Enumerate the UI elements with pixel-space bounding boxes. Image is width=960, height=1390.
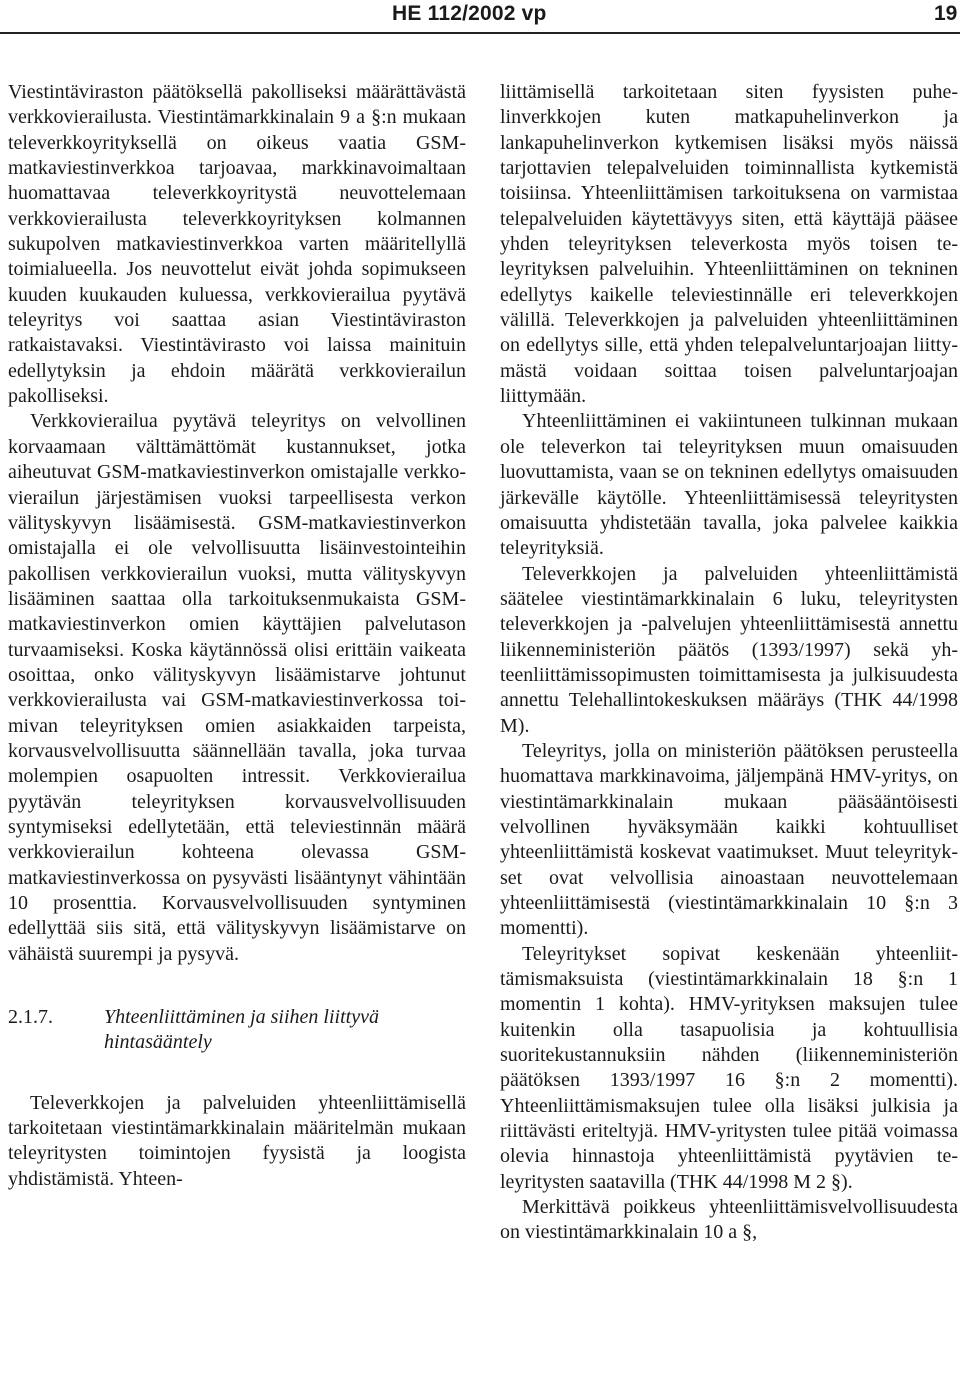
- paragraph: Teleyritys, jolla on ministeriön päätöksen perusteella huomattava markkinavoima, jäljempänä HMV-yritys, on viestintämarkkinalain mukaan pääsääntöisesti velvollinen hyväksymään kaikki kohtuulliset yhteenliittämistä koskevat vaatimukset. Muut teleyritykset ovat velvollisia ainoastaan neuvottelemaan yhteenliittämisestä (viestintämarkkinalain 10 §:n 3 momentti).: [500, 739, 958, 940]
- section-number: 2.1.7.: [8, 1006, 53, 1029]
- section-title: Yhteenliittäminen ja siihen liittyvä hintasääntely: [104, 1006, 379, 1054]
- left-column: [8, 80, 466, 1192]
- header-rule: [0, 32, 960, 34]
- paragraph: Verkkovierailua pyytävä teleyritys on velvollinen korvaamaan välttämättömät kustannukset, jotka aiheutuvat GSM-matkaviestinverkon omistajalle verkkovierailun järjestämisen vuoksi tarpeellisesta verkon välityskyvyn lisäämisestä. GSM-matkaviestinverkon omistajalla ei ole velvollisuutta lisäinvestointeihin pakollisen verkkovierailun vuoksi, mutta välityskyvyn lisääminen saattaa olla tarkoituksenmukaista GSM-matkaviestinverkon omien käyttäjien palvelutason turvaamiseksi. Koska käytännössä olisi erittäin vaikeata osoittaa, onko välityskyvyn lisäämistarve johtunut verkkovierailusta vai GSM-matkaviestinverkossa toimivan teleyrityksen omien asiakkaiden tarpeista, korvausvelvollisuutta säännellään tavalla, joka turvaa molempien osapuolten intressit. Verkkovierailua pyytävän teleyrityksen korvausvelvollisuuden syntymiseksi edellytetään, että televiestinnän määrä verkkovierailun kohteena olevassa GSM-matkaviestinverkossa on pysyvästi lisääntynyt vähintään 10 prosenttia. Korvausvelvollisuuden syntyminen edellyttää siis sitä, että välityskyvyn lisäämistarve on vähäistä suurempi ja pysyvä.: [8, 410, 466, 965]
- paragraph: Viestintäviraston päätöksellä pakolliseksi määrättävästä verkkovierailusta. Viestintämarkkinalain 9 a §:n mukaan televerkkoyrityksellä on oikeus vaatia GSM-matkaviestinverkkoa tarjoavaa, markkinavoimaltaan huomattavaa televerkkoyritystä neuvottelemaan verkkovierailusta televerkkoyrityksen kolmannen sukupolven matkaviestinverkkoa varten määritellyllä toimialueella. Jos neuvottelut eivät johda sopimukseen kuuden kuukauden kuluessa, verkkovierailua pyytävä teleyritys voi saattaa asian Viestintäviraston ratkaistavaksi. Viestintävirasto voi laissa mainituin edellytyksin ja ehdoin määrätä verkkovierailun pakolliseksi.: [8, 81, 466, 408]
- right-column: [500, 80, 958, 1246]
- document-id: HE 112/2002 vp: [392, 2, 547, 25]
- paragraph: Teleyritykset sopivat keskenään yhteenliittämismaksuista (viestintämarkkinalain 18 §:n 1 momentin 1 kohta). HMV-yrityksen maksujen tulee kuitenkin olla tasapuolisia ja kohtuullisia suoritekustannuksiin nähden (liikenneministeriön päätöksen 1393/1997 16 §:n 2 momentti). Yhteenliittämismaksujen tulee olla lisäksi julkisia ja riittävästi eriteltyjä. HMV-yritysten tulee pitää voimassa olevia hinnastoja yhteenliittämistä pyytävien teleyritysten saatavilla (THK 44/1998 M 2 §).: [500, 942, 958, 1193]
- page-header: [0, 0, 960, 34]
- section-heading: [8, 1005, 466, 1056]
- paragraph: Yhteenliittäminen ei vakiintuneen tulkinnan mukaan ole televerkon tai teleyrityksen muun omaisuuden luovuttamista, vaan se on tekninen edellytys omaisuuden järkevälle käytölle. Yhteenliittämisessä teleyritysten omaisuutta yhdistetään tavalla, joka palvelee kaikkia teleyrityksiä.: [500, 410, 958, 560]
- paragraph: Televerkkojen ja palveluiden yhteenliittämistä säätelee viestintämarkkinalain 6 luku, teleyritysten televerkkojen ja -palvelujen yhteenliittämisestä annettu liikenneministeriön päätös (1393/1997) sekä yhteenliittämissopimusten toimittamisesta ja julkisuudesta annettu Telehallintokeskuksen määräys (THK 44/1998 M).: [500, 562, 958, 737]
- paragraph: liittämisellä tarkoitetaan siten fyysisten puhelinverkkojen kuten matkapuhelinverkon ja lankapuhelinverkon kytkemisen lisäksi myös näissä tarjottavien telepalveluiden toiminnallista kytkemistä toisiinsa. Yhteenliittämisen tarkoituksena on varmistaa telepalveluiden käytettävyys siten, että käyttäjä pääsee yhden teleyrityksen televerkosta myös toisen teleyrityksen palveluihin. Yhteenliittäminen on tekninen edellytys kaikelle televiestinnälle eri televerkkojen välillä. Televerkkojen ja palveluiden yhteenliittäminen on edellytys sille, että yhden telepalveluntarjoajan liittymästä voidaan soittaa toisen palveluntarjoajan liittymään.: [500, 81, 958, 408]
- paragraph: Televerkkojen ja palveluiden yhteenliittämisellä tarkoitetaan viestintämarkkinalain määritelmän mukaan teleyritysten toimintojen fyysistä ja loogista yhdistämistä. Yhteen-: [8, 1091, 466, 1190]
- paragraph: Merkittävä poikkeus yhteenliittämisvelvollisuudesta on viestintämarkkinalain 10 a §,: [500, 1196, 958, 1244]
- page-number: 19: [934, 2, 958, 25]
